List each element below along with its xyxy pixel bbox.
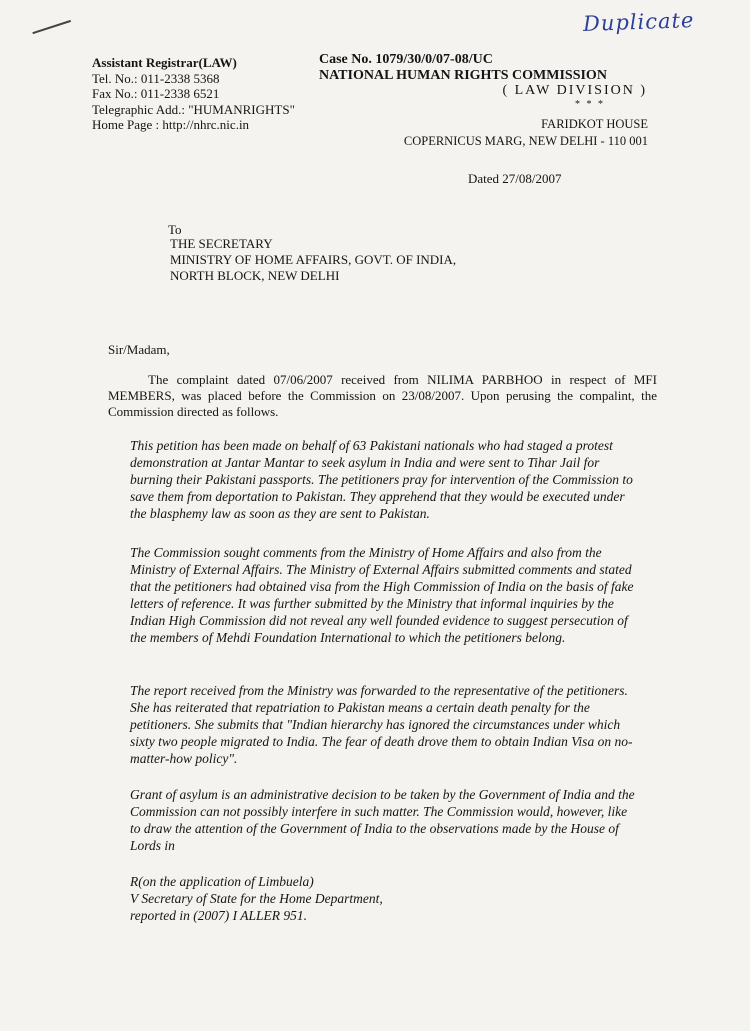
sender-title: Assistant Registrar(LAW) (92, 55, 237, 70)
citation-line3: reported in (2007) I ALLER 951. (130, 908, 307, 923)
quoted-paragraph-3: The report received from the Ministry was forwarded to the representative of the petitioners. She has reiterated that repatriation to Pakistan means a certain death penalty for the petitioners. She submits that "Indian hierarchy has ignored the circumstances under which sixty two people migrated to India. The fear of death drove them to obtain Indian Visa on no-matter-how policy". (130, 683, 633, 766)
addressee-line2: MINISTRY OF HOME AFFAIRS, GOVT. OF INDIA, (170, 252, 457, 267)
case-block (319, 52, 649, 110)
quoted-paragraph-4: Grant of asylum is an administrative decision to be taken by the Government of India and the Commission can not possibly interfere in such matter. The Commission would, however, like to draw the attention of the Government of India to the observations made by the House of Lords in (130, 787, 635, 853)
division-name: ( LAW DIVISION ) (502, 83, 647, 98)
addressee-block (170, 236, 456, 284)
addressee-line3: NORTH BLOCK, NEW DELHI (170, 268, 340, 283)
salutation: Sir/Madam, (108, 342, 170, 357)
pen-mark (32, 20, 71, 36)
sender-homepage: Home Page : http://nhrc.nic.in (92, 117, 250, 132)
quoted-paragraph-1: This petition has been made on behalf of 63 Pakistani nationals who had staged a protest demonstration at Jantar Mantar to seek asylum in India and were sent to Tihar Jail for burning their Pakistani passports. The petitioners pray for intervention of the Commission to save them from deportation to Pakistan. They apprehend that they would be executed under the blasphemy law as soon as they are sent to Pakistan. (130, 438, 633, 521)
addressee-line1: THE SECRETARY (170, 236, 273, 251)
duplicate-stamp: Duplicate (582, 8, 695, 36)
sender-fax: Fax No.: 011-2338 6521 (92, 86, 220, 101)
commission-name: NATIONAL HUMAN RIGHTS COMMISSION (319, 67, 607, 83)
office-address-line2: COPERNICUS MARG, NEW DELHI - 110 001 (403, 134, 648, 148)
case-citation (130, 873, 640, 924)
intro-paragraph: The complaint dated 07/06/2007 received from NILIMA PARBHOO in respect of MFI MEMBERS, was placed before the Commission on 23/08/2007. Upon perusing the compalint, the Commission directed as follows. (108, 372, 657, 419)
office-address-line1: FARIDKOT HOUSE (541, 117, 648, 131)
citation-line1: R(on the application of Limbuela) (130, 874, 314, 889)
to-label: To (168, 222, 182, 237)
case-number: Case No. 1079/30/0/07-08/UC (319, 52, 493, 67)
letter-date: Dated 27/08/2007 (468, 171, 562, 186)
sender-telephone: Tel. No.: 011-2338 5368 (92, 70, 220, 86)
quoted-paragraph-2: The Commission sought comments from the Ministry of Home Affairs and also from the Ministry of External Affairs. The Ministry of External Affairs submitted comments and stated that the petitioners had obtained visa from the High Commission of India on the basis of fake letters of reference. It was further submitted by the Ministry that informal inquiries by the Indian High Commission did not reveal any well founded evidence to suggest persecution of the members of Mehdi Foundation International to which the petitioners belong. (130, 545, 634, 645)
sender-block (92, 55, 295, 133)
separator-stars: * * * (575, 98, 605, 110)
citation-line2: V Secretary of State for the Home Department, (130, 891, 383, 906)
sender-telegraphic-address: Telegraphic Add.: "HUMANRIGHTS" (92, 101, 295, 117)
